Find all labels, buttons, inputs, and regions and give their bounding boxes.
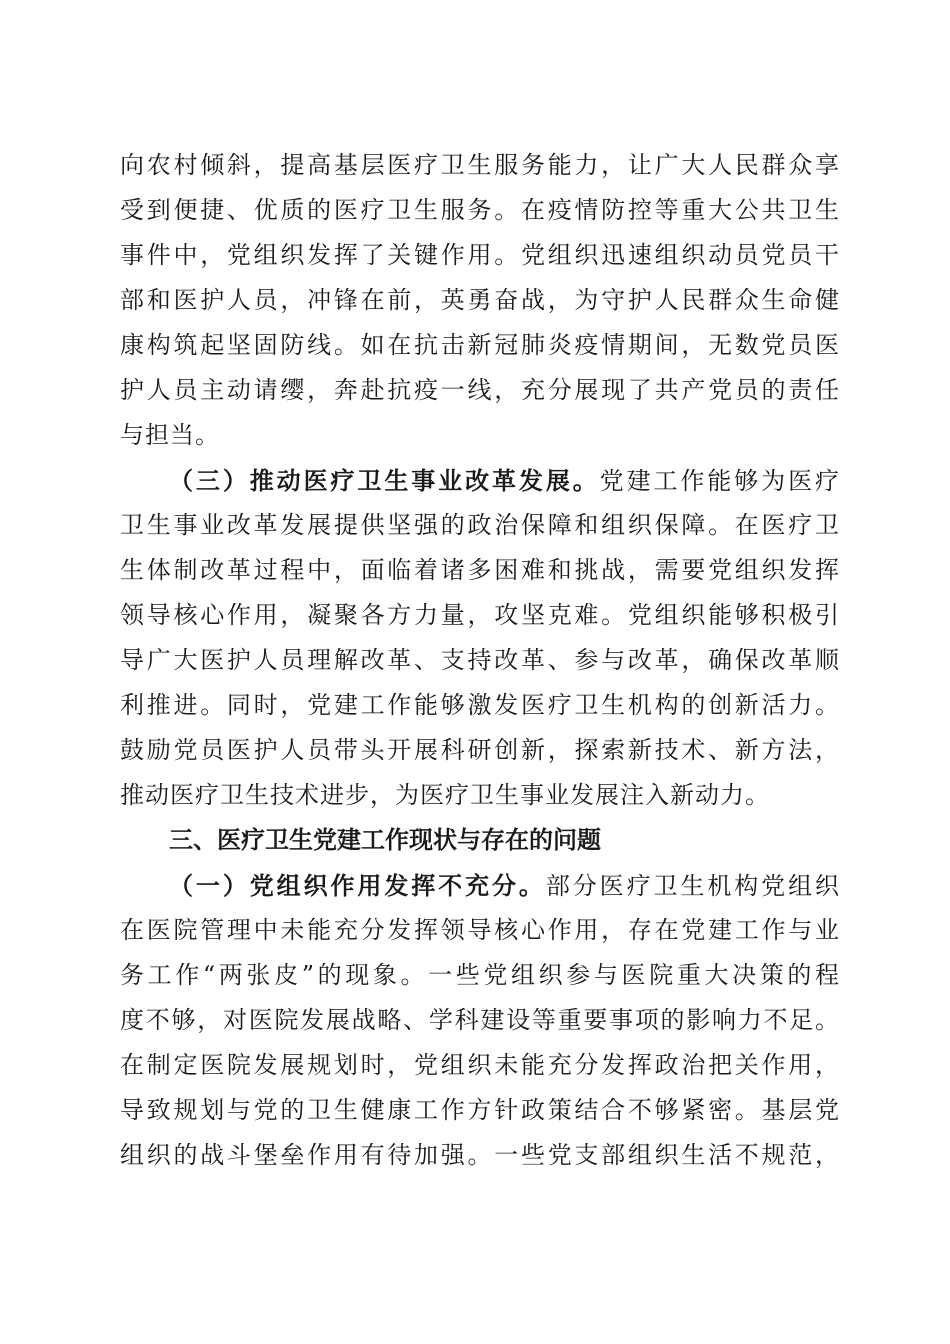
paragraph-first-line — [120, 458, 840, 503]
text-line: 导致规划与党的卫生健康工作方针政策结合不够紧密。基层党 — [120, 1096, 840, 1124]
section-heading: 三、医疗卫生党建工作现状与存在的问题 — [169, 826, 601, 854]
paragraph-lead-rest: 部分医疗卫生机构党组织 — [545, 872, 841, 900]
text-line: 康构筑起坚固防线。如在抗击新冠肺炎疫情期间，无数党员医 — [120, 331, 840, 359]
text-line: 务工作“两张皮”的现象。一些党组织参与医院重大决策的程 — [120, 961, 840, 989]
text-line: 与担当。 — [120, 421, 220, 449]
document-body — [120, 143, 840, 1178]
text-line: 导广大医护人员理解改革、支持改革、参与改革，确保改革顺 — [120, 646, 840, 674]
paragraph-party-role — [120, 863, 840, 1178]
text-line: 利推进。同时，党建工作能够激发医疗卫生机构的创新活力。 — [120, 691, 840, 719]
text-line: 卫生事业改革发展提供坚强的政治保障和组织保障。在医疗卫 — [120, 511, 840, 539]
text-line: 护人员主动请缨，奔赴抗疫一线，充分展现了共产党员的责任 — [120, 376, 840, 404]
paragraph-first-line — [120, 863, 840, 908]
paragraph-lead: （三）推动医疗卫生事业改革发展。 — [169, 466, 600, 495]
text-line: 向农村倾斜，提高基层医疗卫生服务能力，让广大人民群众享 — [120, 151, 840, 179]
text-line: 鼓励党员医护人员带头开展科研创新，探索新技术、新方法， — [120, 736, 840, 764]
text-line: 受到便捷、优质的医疗卫生服务。在疫情防控等重大公共卫生 — [120, 196, 840, 224]
text-line: 在医院管理中未能充分发挥领导核心作用，存在党建工作与业 — [120, 916, 840, 944]
paragraph-lead-rest: 党建工作能够为医疗 — [599, 467, 841, 495]
paragraph-lead: （一）党组织作用发挥不充分。 — [169, 871, 546, 900]
text-line: 事件中，党组织发挥了关键作用。党组织迅速组织动员党员干 — [120, 241, 840, 269]
text-line: 在制定医院发展规划时，党组织未能充分发挥政治把关作用， — [120, 1051, 840, 1079]
text-line: 推动医疗卫生技术进步，为医疗卫生事业发展注入新动力。 — [120, 781, 770, 809]
paragraph-continuation — [120, 143, 840, 458]
text-line: 部和医护人员，冲锋在前，英勇奋战，为守护人民群众生命健 — [120, 286, 840, 314]
paragraph-reform — [120, 458, 840, 818]
text-line: 生体制改革过程中，面临着诸多困难和挑战，需要党组织发挥 — [120, 556, 840, 584]
text-line: 领导核心作用，凝聚各方力量，攻坚克难。党组织能够积极引 — [120, 601, 840, 629]
text-line: 组织的战斗堡垒作用有待加强。一些党支部组织生活不规范， — [120, 1141, 840, 1169]
text-line: 度不够，对医院发展战略、学科建设等重要事项的影响力不足。 — [120, 1006, 840, 1034]
